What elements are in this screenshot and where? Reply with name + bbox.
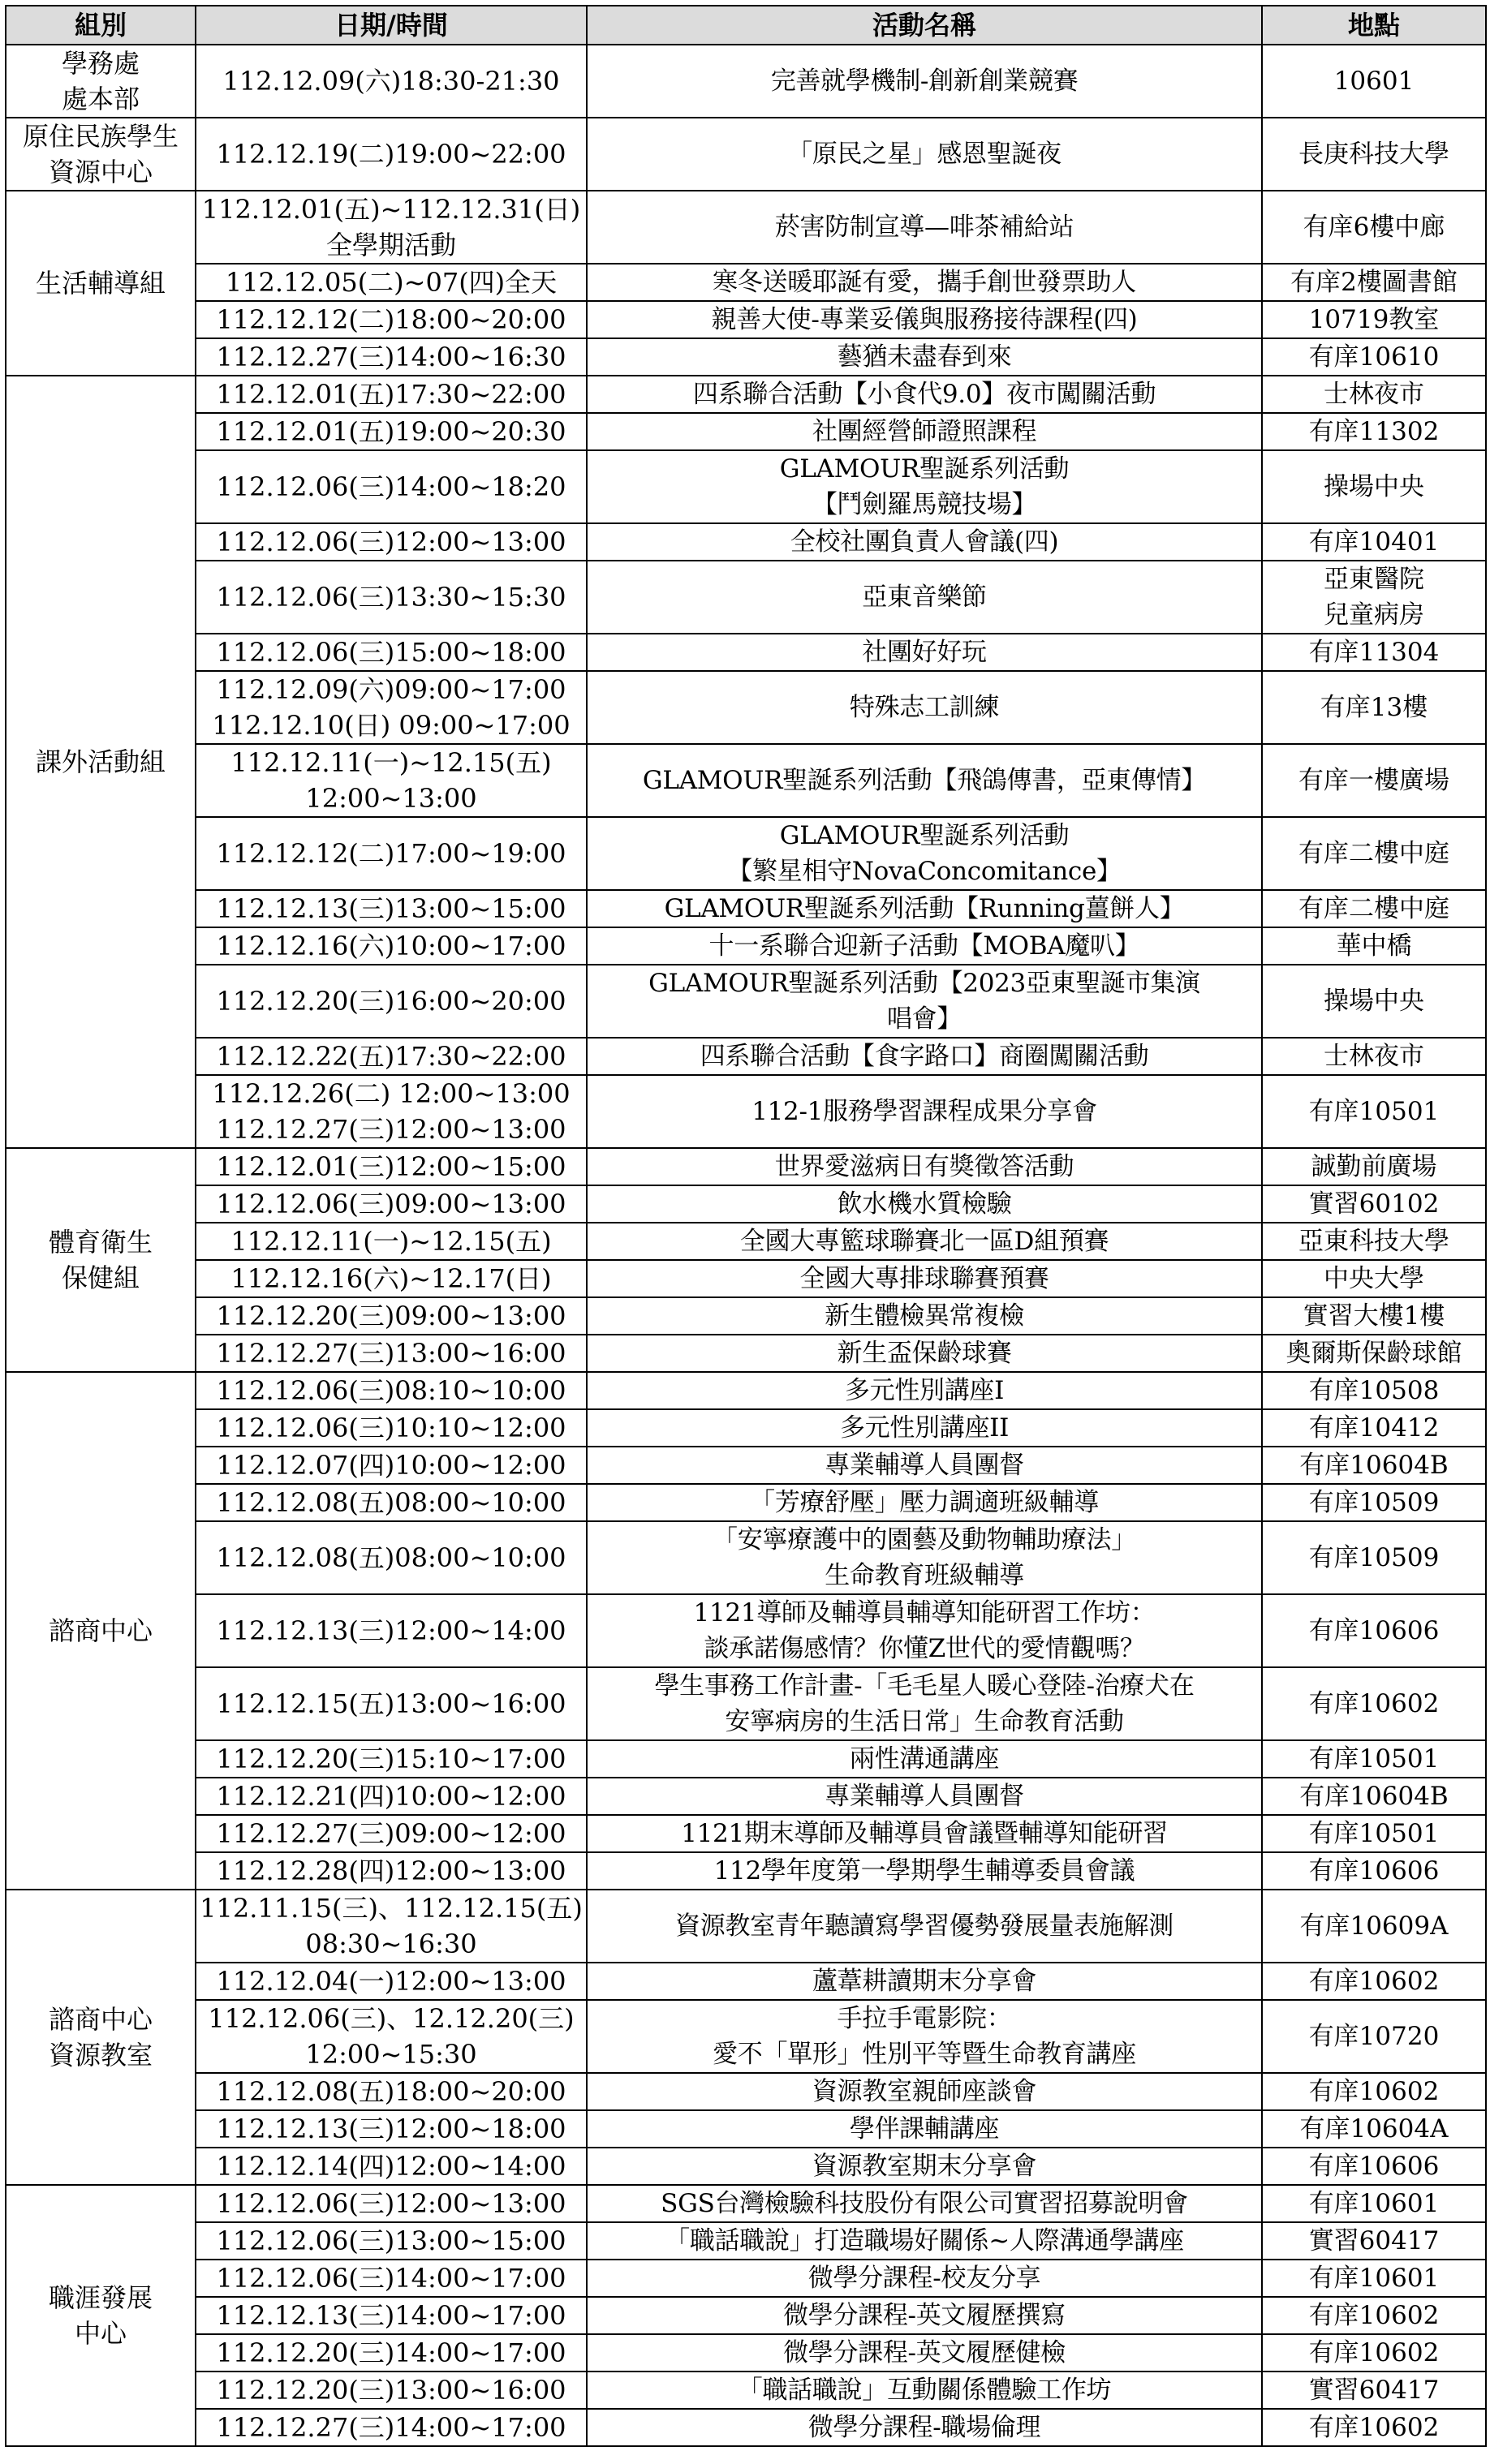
table-row: [6, 1297, 1486, 1335]
activity-cell: 飲水機水質檢驗: [587, 1185, 1262, 1223]
table-row: [6, 965, 1486, 1038]
activity-cell: 資源教室青年聽讀寫學習優勢發展量表施解測: [587, 1890, 1262, 1963]
table-row: [6, 2185, 1486, 2222]
table-row: [6, 1148, 1486, 1185]
location-cell: 有庠11304: [1262, 634, 1486, 671]
activity-cell: 微學分課程-職場倫理: [587, 2409, 1262, 2446]
date-cell: 112.12.13(三)12:00~18:00: [196, 2110, 587, 2148]
date-cell: 112.12.15(五)13:00~16:00: [196, 1667, 587, 1740]
activity-cell: 全校社團負責人會議(四): [587, 523, 1262, 561]
date-cell: 112.12.06(三)12:00~13:00: [196, 523, 587, 561]
date-cell: 112.12.12(二)17:00~19:00: [196, 817, 587, 890]
table-row: [6, 301, 1486, 338]
date-cell: 112.12.13(三)13:00~15:00: [196, 890, 587, 927]
date-cell: 112.12.01(三)12:00~15:00: [196, 1148, 587, 1185]
table-row: [6, 413, 1486, 450]
date-cell: 112.12.08(五)18:00~20:00: [196, 2073, 587, 2110]
activity-cell: 十一系聯合迎新子活動【MOBA魔叭】: [587, 927, 1262, 965]
activity-cell: 微學分課程-英文履歷撰寫: [587, 2297, 1262, 2334]
date-cell: 112.12.27(三)13:00~16:00: [196, 1335, 587, 1372]
activity-cell: 112-1服務學習課程成果分享會: [587, 1075, 1262, 1148]
group-name-cell: 原住民族學生 資源中心: [6, 118, 196, 191]
table-row: [6, 1740, 1486, 1778]
date-cell: 112.12.14(四)12:00~14:00: [196, 2148, 587, 2185]
activity-cell: 1121導師及輔導員輔導知能研習工作坊： 談承諾傷感情？你懂Z世代的愛情觀嗎？: [587, 1594, 1262, 1667]
activity-cell: GLAMOUR聖誕系列活動【2023亞東聖誕市集演 唱會】: [587, 965, 1262, 1038]
table-row: [6, 817, 1486, 890]
activity-cell: 多元性別講座I: [587, 1372, 1262, 1409]
location-cell: 有庠10610: [1262, 338, 1486, 376]
date-cell: 112.12.12(二)18:00~20:00: [196, 301, 587, 338]
activity-cell: 微學分課程-校友分享: [587, 2260, 1262, 2297]
table-row: [6, 1521, 1486, 1594]
activity-cell: 專業輔導人員團督: [587, 1447, 1262, 1484]
table-row: [6, 1778, 1486, 1815]
location-cell: 有庠二樓中庭: [1262, 817, 1486, 890]
location-cell: 奧爾斯保齡球館: [1262, 1335, 1486, 1372]
location-cell: 有庠10604B: [1262, 1778, 1486, 1815]
date-cell: 112.12.20(三)15:10~17:00: [196, 1740, 587, 1778]
date-cell: 112.12.26(二) 12:00~13:00 112.12.27(三)12:00~13:00: [196, 1075, 587, 1148]
activity-cell: 「安寧療護中的園藝及動物輔助療法」 生命教育班級輔導: [587, 1521, 1262, 1594]
table-header-row: [6, 6, 1486, 45]
date-cell: 112.12.11(一)~12.15(五) 12:00~13:00: [196, 744, 587, 817]
header-location: 地點: [1262, 6, 1486, 45]
group-name-cell: 諮商中心: [6, 1372, 196, 1890]
group-name-cell: 諮商中心 資源教室: [6, 1890, 196, 2185]
activity-cell: GLAMOUR聖誕系列活動【Running薑餅人】: [587, 890, 1262, 927]
location-cell: 有庠2樓圖書館: [1262, 264, 1486, 301]
activity-cell: 資源教室期末分享會: [587, 2148, 1262, 2185]
date-cell: 112.12.06(三)、12.12.20(三) 12:00~15:30: [196, 2000, 587, 2073]
table-row: [6, 1447, 1486, 1484]
date-cell: 112.12.13(三)12:00~14:00: [196, 1594, 587, 1667]
date-cell: 112.12.09(六)09:00~17:00 112.12.10(日) 09:00~17:00: [196, 671, 587, 744]
table-row: [6, 1185, 1486, 1223]
table-row: [6, 634, 1486, 671]
table-row: [6, 1075, 1486, 1148]
date-cell: 112.12.27(三)09:00~12:00: [196, 1815, 587, 1852]
location-cell: 有庠10604B: [1262, 1447, 1486, 1484]
activity-cell: 多元性別講座II: [587, 1409, 1262, 1447]
location-cell: 有庠10412: [1262, 1409, 1486, 1447]
activity-cell: GLAMOUR聖誕系列活動 【鬥劍羅馬競技場】: [587, 450, 1262, 523]
table-row: [6, 2297, 1486, 2334]
group-name-cell: 體育衛生 保健組: [6, 1148, 196, 1372]
table-row: [6, 744, 1486, 817]
table-row: [6, 1335, 1486, 1372]
location-cell: 實習60417: [1262, 2222, 1486, 2260]
location-cell: 有庠10602: [1262, 2409, 1486, 2446]
header-group: 組別: [6, 6, 196, 45]
activity-cell: GLAMOUR聖誕系列活動 【繁星相守NovaConcomitance】: [587, 817, 1262, 890]
table-row: [6, 45, 1486, 118]
date-cell: 112.12.01(五)17:30~22:00: [196, 376, 587, 413]
activity-cell: 「職話職說」互動關係體驗工作坊: [587, 2372, 1262, 2409]
table-row: [6, 1223, 1486, 1260]
activity-cell: 1121期末導師及輔導員會議暨輔導知能研習: [587, 1815, 1262, 1852]
date-cell: 112.12.05(二)~07(四)全天: [196, 264, 587, 301]
location-cell: 有庠10602: [1262, 1667, 1486, 1740]
header-datetime: 日期/時間: [196, 6, 587, 45]
location-cell: 有庠10609A: [1262, 1890, 1486, 1963]
location-cell: 有庠10602: [1262, 1963, 1486, 2000]
date-cell: 112.12.13(三)14:00~17:00: [196, 2297, 587, 2334]
header-activity: 活動名稱: [587, 6, 1262, 45]
date-cell: 112.12.06(三)13:30~15:30: [196, 561, 587, 634]
table-row: [6, 1409, 1486, 1447]
activity-cell: 社團好好玩: [587, 634, 1262, 671]
table-row: [6, 1484, 1486, 1521]
activity-cell: 社團經營師證照課程: [587, 413, 1262, 450]
date-cell: 112.11.15(三)、112.12.15(五) 08:30~16:30: [196, 1890, 587, 1963]
table-row: [6, 890, 1486, 927]
location-cell: 有庠10401: [1262, 523, 1486, 561]
location-cell: 有庠10602: [1262, 2073, 1486, 2110]
activity-cell: 微學分課程-英文履歷健檢: [587, 2334, 1262, 2372]
group-name-cell: 職涯發展 中心: [6, 2185, 196, 2446]
group-name-cell: 學務處 處本部: [6, 45, 196, 118]
date-cell: 112.12.28(四)12:00~13:00: [196, 1852, 587, 1890]
date-cell: 112.12.27(三)14:00~16:30: [196, 338, 587, 376]
activity-cell: 菸害防制宣導—啡茶補給站: [587, 191, 1262, 264]
activity-cell: 新生體檢異常複檢: [587, 1297, 1262, 1335]
location-cell: 有庠13樓: [1262, 671, 1486, 744]
location-cell: 有庠10601: [1262, 2260, 1486, 2297]
date-cell: 112.12.04(一)12:00~13:00: [196, 1963, 587, 2000]
date-cell: 112.12.06(三)09:00~13:00: [196, 1185, 587, 1223]
date-cell: 112.12.16(六)~12.17(日): [196, 1260, 587, 1297]
table-row: [6, 1852, 1486, 1890]
location-cell: 有庠10509: [1262, 1484, 1486, 1521]
location-cell: 有庠6樓中廊: [1262, 191, 1486, 264]
table-row: [6, 927, 1486, 965]
location-cell: 有庠10509: [1262, 1521, 1486, 1594]
table-row: [6, 264, 1486, 301]
location-cell: 有庠11302: [1262, 413, 1486, 450]
activity-cell: 蘆葦耕讀期末分享會: [587, 1963, 1262, 2000]
table-row: [6, 1372, 1486, 1409]
activity-cell: 112學年度第一學期學生輔導委員會議: [587, 1852, 1262, 1890]
table-row: [6, 671, 1486, 744]
location-cell: 華中橋: [1262, 927, 1486, 965]
date-cell: 112.12.08(五)08:00~10:00: [196, 1521, 587, 1594]
table-row: [6, 2260, 1486, 2297]
location-cell: 有庠10606: [1262, 2148, 1486, 2185]
activity-cell: 寒冬送暖耶誕有愛，攜手創世發票助人: [587, 264, 1262, 301]
location-cell: 有庠一樓廣場: [1262, 744, 1486, 817]
activity-schedule-table: [5, 5, 1487, 2447]
table-row: [6, 2110, 1486, 2148]
table-row: [6, 2000, 1486, 2073]
activity-cell: 「職話職說」打造職場好關係~人際溝通學講座: [587, 2222, 1262, 2260]
activity-cell: 四系聯合活動【小食代9.0】夜市闖關活動: [587, 376, 1262, 413]
location-cell: 有庠10720: [1262, 2000, 1486, 2073]
table-row: [6, 2372, 1486, 2409]
table-row: [6, 338, 1486, 376]
date-cell: 112.12.01(五)19:00~20:30: [196, 413, 587, 450]
location-cell: 有庠10501: [1262, 1075, 1486, 1148]
location-cell: 士林夜市: [1262, 1038, 1486, 1075]
location-cell: 有庠10606: [1262, 1852, 1486, 1890]
table-row: [6, 1815, 1486, 1852]
location-cell: 有庠10508: [1262, 1372, 1486, 1409]
table-row: [6, 1038, 1486, 1075]
location-cell: 10601: [1262, 45, 1486, 118]
location-cell: 實習大樓1樓: [1262, 1297, 1486, 1335]
table-row: [6, 376, 1486, 413]
date-cell: 112.12.20(三)16:00~20:00: [196, 965, 587, 1038]
location-cell: 誠勤前廣場: [1262, 1148, 1486, 1185]
table-row: [6, 2073, 1486, 2110]
activity-cell: 手拉手電影院： 愛不「單形」性別平等暨生命教育講座: [587, 2000, 1262, 2073]
date-cell: 112.12.22(五)17:30~22:00: [196, 1038, 587, 1075]
table-row: [6, 2148, 1486, 2185]
date-cell: 112.12.06(三)14:00~18:20: [196, 450, 587, 523]
date-cell: 112.12.06(三)08:10~10:00: [196, 1372, 587, 1409]
date-cell: 112.12.20(三)14:00~17:00: [196, 2334, 587, 2372]
table-row: [6, 1963, 1486, 2000]
location-cell: 10719教室: [1262, 301, 1486, 338]
location-cell: 亞東科技大學: [1262, 1223, 1486, 1260]
activity-cell: 兩性溝通講座: [587, 1740, 1262, 1778]
location-cell: 實習60102: [1262, 1185, 1486, 1223]
table-row: [6, 561, 1486, 634]
table-row: [6, 118, 1486, 191]
location-cell: 有庠10604A: [1262, 2110, 1486, 2148]
activity-cell: 專業輔導人員團督: [587, 1778, 1262, 1815]
location-cell: 有庠10601: [1262, 2185, 1486, 2222]
activity-cell: 學伴課輔講座: [587, 2110, 1262, 2148]
location-cell: 操場中央: [1262, 450, 1486, 523]
group-name-cell: 課外活動組: [6, 376, 196, 1148]
date-cell: 112.12.20(三)09:00~13:00: [196, 1297, 587, 1335]
activity-cell: GLAMOUR聖誕系列活動【飛鴿傳書，亞東傳情】: [587, 744, 1262, 817]
activity-cell: 資源教室親師座談會: [587, 2073, 1262, 2110]
activity-cell: 特殊志工訓練: [587, 671, 1262, 744]
table-row: [6, 1260, 1486, 1297]
location-cell: 有庠10606: [1262, 1594, 1486, 1667]
location-cell: 中央大學: [1262, 1260, 1486, 1297]
date-cell: 112.12.01(五)~112.12.31(日) 全學期活動: [196, 191, 587, 264]
location-cell: 有庠10501: [1262, 1740, 1486, 1778]
table-body: [6, 45, 1486, 2446]
date-cell: 112.12.27(三)14:00~17:00: [196, 2409, 587, 2446]
table-row: [6, 2334, 1486, 2372]
table-row: [6, 191, 1486, 264]
activity-cell: 「原民之星」感恩聖誕夜: [587, 118, 1262, 191]
activity-cell: 亞東音樂節: [587, 561, 1262, 634]
location-cell: 操場中央: [1262, 965, 1486, 1038]
date-cell: 112.12.11(一)~12.15(五): [196, 1223, 587, 1260]
date-cell: 112.12.06(三)14:00~17:00: [196, 2260, 587, 2297]
location-cell: 有庠10501: [1262, 1815, 1486, 1852]
table-row: [6, 1667, 1486, 1740]
location-cell: 長庚科技大學: [1262, 118, 1486, 191]
table-row: [6, 1890, 1486, 1963]
date-cell: 112.12.21(四)10:00~12:00: [196, 1778, 587, 1815]
activity-cell: 藝猶未盡春到來: [587, 338, 1262, 376]
activity-cell: 「芳療舒壓」壓力調適班級輔導: [587, 1484, 1262, 1521]
group-name-cell: 生活輔導組: [6, 191, 196, 376]
table-row: [6, 1594, 1486, 1667]
activity-cell: 全國大專籃球聯賽北一區D組預賽: [587, 1223, 1262, 1260]
location-cell: 有庠二樓中庭: [1262, 890, 1486, 927]
date-cell: 112.12.06(三)13:00~15:00: [196, 2222, 587, 2260]
location-cell: 有庠10602: [1262, 2297, 1486, 2334]
table-row: [6, 2222, 1486, 2260]
activity-cell: SGS台灣檢驗科技股份有限公司實習招募說明會: [587, 2185, 1262, 2222]
activity-cell: 全國大專排球聯賽預賽: [587, 1260, 1262, 1297]
table-row: [6, 523, 1486, 561]
activity-cell: 親善大使-專業妥儀與服務接待課程(四): [587, 301, 1262, 338]
date-cell: 112.12.06(三)12:00~13:00: [196, 2185, 587, 2222]
date-cell: 112.12.07(四)10:00~12:00: [196, 1447, 587, 1484]
activity-cell: 世界愛滋病日有獎徵答活動: [587, 1148, 1262, 1185]
table-row: [6, 2409, 1486, 2446]
location-cell: 有庠10602: [1262, 2334, 1486, 2372]
date-cell: 112.12.06(三)10:10~12:00: [196, 1409, 587, 1447]
location-cell: 亞東醫院 兒童病房: [1262, 561, 1486, 634]
date-cell: 112.12.16(六)10:00~17:00: [196, 927, 587, 965]
activity-cell: 學生事務工作計畫-「毛毛星人暖心登陸-治療犬在 安寧病房的生活日常」生命教育活動: [587, 1667, 1262, 1740]
date-cell: 112.12.08(五)08:00~10:00: [196, 1484, 587, 1521]
activity-cell: 四系聯合活動【食字路口】商圈闖關活動: [587, 1038, 1262, 1075]
date-cell: 112.12.19(二)19:00~22:00: [196, 118, 587, 191]
date-cell: 112.12.09(六)18:30-21:30: [196, 45, 587, 118]
date-cell: 112.12.06(三)15:00~18:00: [196, 634, 587, 671]
activity-cell: 新生盃保齡球賽: [587, 1335, 1262, 1372]
table-row: [6, 450, 1486, 523]
activity-cell: 完善就學機制-創新創業競賽: [587, 45, 1262, 118]
date-cell: 112.12.20(三)13:00~16:00: [196, 2372, 587, 2409]
location-cell: 實習60417: [1262, 2372, 1486, 2409]
location-cell: 士林夜市: [1262, 376, 1486, 413]
